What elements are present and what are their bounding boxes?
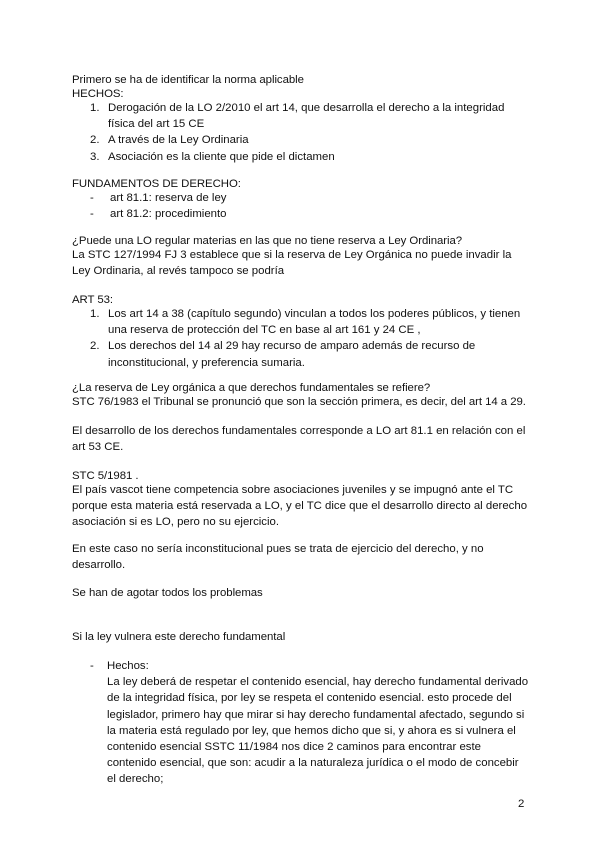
hechos-label: Hechos: — [107, 660, 149, 672]
intro-line: Primero se ha de identificar la norma aplicable — [72, 74, 304, 86]
list-item-text: Los art 14 a 38 (capítulo segundo) vinculan a todos los poderes públicos, y tienen una reserva de protección del TC en base al art 161 y 24 CE , — [108, 308, 521, 337]
question-1: ¿Puede una LO regular materias en las que no tiene reserva a Ley Ordinaria? — [72, 235, 463, 247]
vulnera-line: Si la ley vulnera este derecho fundamental — [72, 631, 286, 643]
list-item-text: art 81.1: reserva de ley — [110, 192, 227, 204]
answer-1: La STC 127/1994 FJ 3 establece que si la reserva de Ley Orgánica no puede invadir la Ley Ordinaria, al revés tampoco se podría — [72, 249, 512, 278]
list-item: 2. Los derechos del 14 al 29 hay recurso de amparo además de recurso de inconstitucional, y preferencia sumaria. — [90, 340, 476, 369]
hechos-heading: HECHOS: — [72, 88, 124, 100]
agotar-line: Se han de agotar todos los problemas — [72, 587, 263, 599]
list-item: 1. Los art 14 a 38 (capítulo segundo) vinculan a todos los poderes públicos, y tienen una reserva de protección del TC en base al art 161 y 24 CE , — [90, 308, 521, 337]
art53-list — [72, 306, 532, 371]
art53-heading: ART 53: — [72, 294, 114, 306]
stc5-paragraph: El país vascot tiene competencia sobre asociaciones juveniles y se impugnó ante el TC porque esta materia está reservada a LO, y el TC dice que el desarrollo directo al derecho asociación si es LO, pero no su ejercicio. — [72, 484, 528, 529]
list-item-text: Los derechos del 14 al 29 hay recurso de amparo además de recurso de inconstitucional, y preferencia sumaria. — [108, 340, 476, 369]
list-item: 2. A través de la Ley Ordinaria — [90, 134, 249, 147]
conclusion-paragraph: En este caso no sería inconstitucional pues se trata de ejercicio del derecho, y no desarrollo. — [72, 543, 484, 572]
list-item-text: A través de la Ley Ordinaria — [108, 134, 249, 147]
list-item: - art 81.2: procedimiento — [90, 208, 227, 221]
list-item: 1. Derogación de la LO 2/2010 el art 14, que desarrolla el derecho a la integridad física del art 15 CE — [90, 102, 505, 131]
hechos-block — [90, 658, 530, 788]
page-number: 2 — [518, 798, 525, 810]
hechos-list — [72, 100, 532, 165]
answer-2: STC 76/1983 el Tribunal se pronunció que son la sección primera, es decir, del art 14 a 29. — [72, 396, 526, 408]
desarrollo-paragraph: El desarrollo de los derechos fundamentales corresponde a LO art 81.1 en relación con el art 53 CE. — [72, 425, 526, 454]
fundamentos-list — [72, 190, 532, 222]
list-item-text: Asociación es la cliente que pide el dictamen — [108, 150, 335, 163]
list-item: 3. Asociación es la cliente que pide el dictamen — [90, 150, 335, 163]
list-item-text: art 81.2: procedimiento — [110, 208, 227, 221]
bullet-dash: - — [90, 660, 94, 672]
list-item: - art 81.1: reserva de ley — [90, 192, 227, 204]
hechos-body: La ley deberá de respetar el contenido esencial, hay derecho fundamental derivado de la integridad física, por ley se respeta el contenido esencial. esto procede del legislador, primero hay que mirar si hay derecho fundamental afectado, segundo si la materia está regulado por ley, que hemos dicho que si, y ahora es si vulnera el contenido esencial SSTC 11/1984 nos dice 2 caminos para encontrar este contenido esencial, que son: acudir a la naturaleza jurídica o el modo de concebir el derecho; — [107, 676, 529, 786]
list-item-text: Derogación de la LO 2/2010 el art 14, que desarrolla el derecho a la integridad física del art 15 CE — [108, 102, 505, 131]
stc5-heading: STC 5/1981 . — [72, 470, 139, 482]
question-2: ¿La reserva de Ley orgánica a que derechos fundamentales se refiere? — [72, 382, 431, 394]
fundamentos-heading: FUNDAMENTOS DE DERECHO: — [72, 178, 241, 190]
